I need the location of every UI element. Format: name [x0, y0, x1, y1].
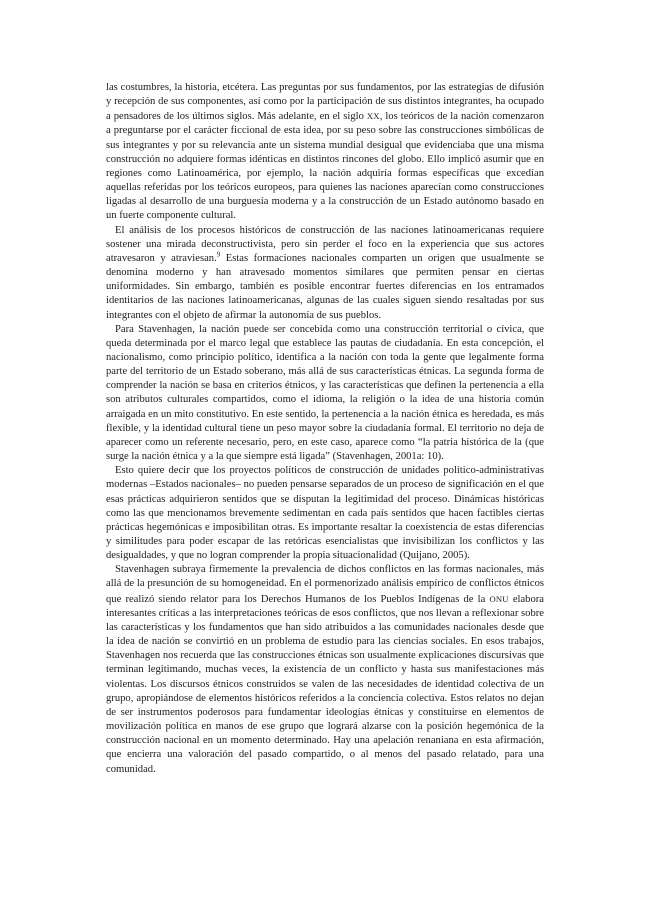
paragraph: [106, 81, 544, 224]
small-caps-text: ONU: [489, 593, 509, 604]
text-run: , los teóricos de la nación comenzaron a preguntarse por el carácter ficcional de esta idea, por su peso sobre las construcciones simbólicas de sus integrantes y por su relevancia ante un sistema mundial desigual que evidenciaba que una misma construcción no adquiere formas idénticas en distintos rincones del globo. Ello implicó asumir que en regiones como Latinoamérica, por ejemplo, la nación adquiría formas específicas que excedían aquellas referidas por los teóricos europeos, para quienes las naciones aparecían como construcciones ligadas al desarrollo de una burguesía moderna y a la construcción de un Estado autónomo basado en un fuerte componente cultural.: [106, 111, 544, 222]
paragraph: [106, 224, 544, 323]
text-run: Esto quiere decir que los proyectos políticos de construcción de unidades político-administrativas modernas –Estados nacionales– no pueden pensarse separados de un proceso de significación en el que esas prácticas adquirieron sentidos que se disputan la legitimidad del proceso. Dinámicas históricas como las que mencionamos brevemente sedimentan en cada país sentidos que hacen factibles ciertas prácticas hegemónicas e imposibilitan otras. Es importante resaltar la coexistencia de estas diferencias y similitudes para poder escapar de las retóricas esencialistas que invisibilizan los conflictos y las desigualdades, y que no logran comprender la propia situacionalidad (Quijano, 2005).: [106, 465, 544, 562]
paragraph: [106, 464, 544, 563]
text-run: Estas formaciones nacionales comparten un origen que usualmente se denomina moderno y han atravesado momentos similares que permiten pensar en ciertas uniformidades. Sin embargo, también es posible encontrar fuertes diferencias en los entramados identitarios de las naciones latinoamericanas, algunas de las cuales siguen siendo resaltadas por sus integrantes con el objeto de afirmar la autonomía de sus pueblos.: [106, 252, 544, 321]
text-run: elabora interesantes críticas a las interpretaciones teóricas de esos conflictos, que nos llevan a reflexionar sobre las características y los fundamentos que han sido atribuidos a las comunidades nacionales desde que la idea de nación se convirtió en un problema de estudio para las ciencias sociales. En esos trabajos, Stavenhagen nos recuerda que las construcciones étnicas son usualmente explicaciones discursivas que terminan legitimando, muchas veces, la existencia de un conflicto y hasta sus manifestaciones más violentas. Los discursos étnicos construidos se valen de las necesidades de identidad colectiva de un grupo, apropiándose de elementos históricos referidos a la conciencia colectiva. Estos relatos no dejan de ser instrumentos poderosos para fundamentar ideologías étnicas y constituirse en elementos de movilización política en manos de ese grupo que logrará alzarse con la posición hegemónica de la construcción nacional en un momento determinado. Hay una apelación renaniana en esta afirmación, que encierra una valoración del pasado compartido, o al menos del pasado relatado, para una comunidad.: [106, 593, 544, 775]
text-run: Stavenhagen subraya firmemente la prevalencia de dichos conflictos en las formas nacionales, más allá de la presunción de su homogeneidad. En el pormenorizado análisis empírico de conflictos étnicos que realizó siendo relator para los Derechos Humanos de los Pueblos Indígenas de la: [106, 564, 544, 605]
text-run: las costumbres, la historia, etcétera. Las preguntas por sus fundamentos, por las estrategias de difusión y recepción de sus componentes, así como por la participación de sus distintos integrantes, ha ocupado a pensadores de los últimos siglos. Más adelante, en el siglo: [106, 82, 544, 123]
text-run: Para Stavenhagen, la nación puede ser concebida como una construcción territorial o cívica, que queda determinada por el marco legal que establece las pautas de ciudadanía. En esta concepción, el nacionalismo, como principio político, identifica a la nación con toda la gente que legalmente forma parte del territorio de un Estado soberano, más allá de sus características étnicas. La segunda forma de comprender la nación se basa en criterios étnicos, y las características que definen la pertenencia a ella son atributos culturales compartidos, como el idioma, la religión o la idea de una historia común arraigada en un mito constitutivo. En este sentido, la pertenencia a la nación étnica es heredada, es más flexible, y la identidad cultural tiene un peso mayor sobre la ciudadanía formal. El territorio no deja de aparecer como un referente necesario, pero, en este caso, aparece como “la patria histórica de la (que surge la nación étnica y a la que siempre está ligada” (Stavenhagen, 2001a: 10).: [106, 323, 544, 463]
paragraph: [106, 563, 544, 776]
footnote-marker[interactable]: 9: [216, 250, 221, 259]
small-caps-text: XX: [366, 111, 380, 122]
paragraph: [106, 323, 544, 465]
text-run: El análisis de los procesos históricos de construcción de las naciones latinoamericanas requiere sostener una mirada deconstructivista, pero sin perder el foco en la experiencia que sus actores atravesaron y atraviesan.: [106, 224, 544, 264]
page-body: [106, 81, 544, 777]
